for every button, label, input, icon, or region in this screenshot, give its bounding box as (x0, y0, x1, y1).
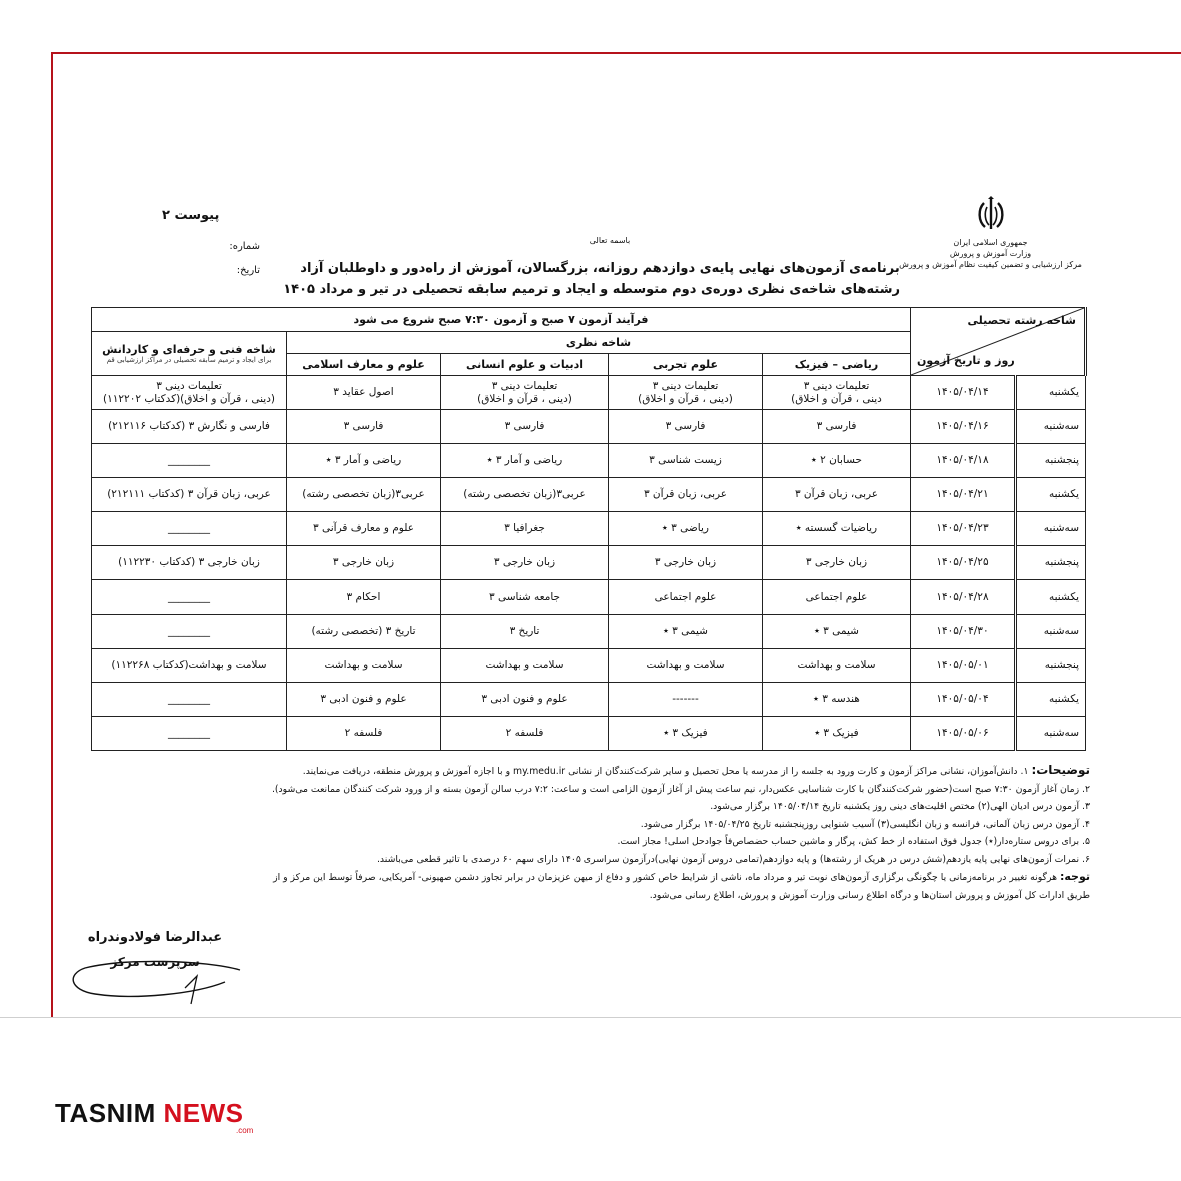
row-day: پنجشنبه (1016, 546, 1086, 580)
cell-vocational: ________ (92, 444, 287, 478)
cell-vocational: ________ (92, 580, 287, 614)
col-math-physics: ریاضی – فیزیک (763, 354, 911, 376)
process-note: فرآیند آزمون ۷ صبح و آزمون ۷:۳۰ صبح شروع می شود (92, 308, 911, 332)
warning-line-1 (80, 868, 1090, 887)
frame-bottom-line (0, 1017, 1181, 1018)
table-row (92, 580, 1086, 614)
note-item-6: ۶. نمرات آزمون‌های نهایی پایه یازدهم(شش درس در هریک از رشته‌ها) و پایه دوازدهم(تمامی دروس آزمون نهایی)درآزمون سراسری ۱۴۰۵ دارای سهم ۶۰ درصدی با تاثیر قطعی می‌باشند. (376, 853, 1090, 865)
theory-branch-header: شاخه نظری (287, 332, 911, 354)
cell-math-physics: حسابان ۲ ٭ (763, 444, 911, 478)
cell-experimental: فارسی ۳ (609, 410, 763, 444)
warning-label: توجه: (1059, 870, 1090, 883)
cell-humanities: سلامت و بهداشت (441, 648, 609, 682)
cell-math-physics: ریاضیات گسسته ٭ (763, 512, 911, 546)
cell-vocational: زبان خارجی ۳ (کدکتاب ۱۱۲۲۳۰) (92, 546, 287, 580)
row-day: سه‌شنبه (1016, 512, 1086, 546)
cell-humanities: علوم و فنون ادبی ۳ (441, 682, 609, 716)
attachment-label: پیوست ۲ (162, 208, 220, 223)
cell-vocational: فارسی و نگارش ۳ (کدکتاب ۲۱۲۱۱۶) (92, 410, 287, 444)
row-day: یکشنبه (1016, 580, 1086, 614)
cell-islamic: فلسفه ۲ (287, 716, 441, 750)
cell-islamic: علوم و معارف قرآنی ۳ (287, 512, 441, 546)
frame-top-line (52, 52, 1181, 54)
vocational-branch-title: شاخه فنی و حرفه‌ای و کاردانش (102, 342, 276, 356)
cell-vocational: تعلیمات دینی ۳ (دینی ، قرآن و اخلاق)(کدکتاب ۱۱۲۲۰۲) (92, 376, 287, 410)
col-islamic: علوم و معارف اسلامی (287, 354, 441, 376)
cell-humanities: جغرافیا ۳ (441, 512, 609, 546)
letterhead (878, 195, 1103, 270)
document-title (283, 258, 900, 300)
note-item-4: ۴. آزمون درس زبان آلمانی، فرانسه و زبان انگلیسی(۳) آسیب شنوایی روزپنجشنبه تاریخ ۱۴۰۵/۰۴/۲۵ برگزار می‌شود. (640, 818, 1090, 830)
note-item-5: ۵. برای دروس ستاره‌دار(٭) جدول فوق استفاده از خط کش، پرگار و ماشین حساب حضصاص‌فاً جوادحل اسلی! مجاز است. (617, 836, 1090, 847)
cell-math-physics: تعلیمات دینی ۳ دینی ، قرآن و اخلاق) (763, 376, 911, 410)
warning-text-1: هرگونه تغییر در برنامه‌زمانی یا چگونگی برگزاری آزمون‌های نوبت تیر و مرداد ماه، ناشی از شرایط خاص کشور و دفاع از میهن عزیزمان در برابر تجاوز دشمن صهیونی- آمریکایی، صرفاً توسط این مرکز و از (273, 872, 1057, 883)
cell-experimental: علوم اجتماعی (609, 580, 763, 614)
cell-humanities: تاریخ ۳ (441, 614, 609, 648)
cell-experimental: ------- (609, 682, 763, 716)
cell-islamic: احکام ۳ (287, 580, 441, 614)
cell-islamic: عربی۳(زبان تخصصی رشته) (287, 478, 441, 512)
cell-humanities: فلسفه ۲ (441, 716, 609, 750)
cell-math-physics: هندسه ۳ ٭ (763, 682, 911, 716)
cell-math-physics: فیزیک ۳ ٭ (763, 716, 911, 750)
cell-math-physics: عربی، زبان قرآن ۳ (763, 478, 911, 512)
letterhead-country: جمهوری اسلامی ایران (953, 238, 1028, 247)
vocational-branch-sub: برای ایجاد و ترمیم سابقه تحصیلی در مراکز ارزشیابی قم (106, 355, 272, 364)
table-row (92, 512, 1086, 546)
row-day: یکشنبه (1016, 682, 1086, 716)
row-day: یکشنبه (1016, 478, 1086, 512)
cell-vocational: ________ (92, 716, 287, 750)
title-line-1: برنامه‌ی آزمون‌های نهایی پایه‌ی دوازدهم روزانه، بزرگسالان، آموزش از راه‌دور و داوطلبان آزاد (300, 261, 900, 276)
cell-math-physics: علوم اجتماعی (763, 580, 911, 614)
note-text-1: ۱. دانش‌آموزان، نشانی مراکز آزمون و کارت ورود به جلسه را از مدرسه یا محل تحصیل و سایر شرکت‌کنندگان از نشانی my.medu.ir و با اجازه آموزش و پرورش منطقه، دریافت می‌نمایند. (302, 766, 1029, 777)
exam-schedule-table (91, 307, 1087, 751)
cell-experimental: ریاضی ۳ ٭ (609, 512, 763, 546)
notes-section (80, 762, 1090, 904)
cell-vocational: سلامت و بهداشت(کدکتاب ۱۱۲۲۶۸) (92, 648, 287, 682)
row-date: ۱۴۰۵/۰۴/۲۱ (911, 478, 1016, 512)
cell-experimental: فیزیک ۳ ٭ (609, 716, 763, 750)
row-date: ۱۴۰۵/۰۵/۰۶ (911, 716, 1016, 750)
cell-experimental: تعلیمات دینی ۳ (دینی ، قرآن و اخلاق) (609, 376, 763, 410)
table-row (92, 376, 1086, 410)
date-field: تاریخ: (236, 265, 260, 276)
row-day: پنجشنبه (1016, 648, 1086, 682)
cell-islamic: تاریخ ۳ (تخصصی رشته) (287, 614, 441, 648)
cell-humanities: عربی۳(زبان تخصصی رشته) (441, 478, 609, 512)
cell-humanities: تعلیمات دینی ۳ (دینی ، قرآن و اخلاق) (441, 376, 609, 410)
notes-label: توضیحات: (1031, 763, 1090, 777)
cell-humanities: زبان خارجی ۳ (441, 546, 609, 580)
cell-humanities: فارسی ۳ (441, 410, 609, 444)
cell-math-physics: شیمی ۳ ٭ (763, 614, 911, 648)
row-date: ۱۴۰۵/۰۴/۱۴ (911, 376, 1016, 410)
row-day: سه‌شنبه (1016, 410, 1086, 444)
row-date: ۱۴۰۵/۰۴/۱۶ (911, 410, 1016, 444)
table-row (92, 614, 1086, 648)
cell-islamic: ریاضی و آمار ۳ ٭ (287, 444, 441, 478)
table-row (92, 682, 1086, 716)
letterhead-center: مرکز ارزشیابی و تضمین کیفیت نظام آموزش و پرورش (899, 260, 1082, 269)
warning-line-2: طریق ادارات کل آموزش و پرورش استان‌ها و درگاه اطلاع رسانی وزارت آموزش و پرورش، اطلاع رسانی می‌شود. (649, 889, 1090, 901)
col-humanities: ادبیات و علوم انسانی (441, 354, 609, 376)
number-field: شماره: (229, 241, 260, 252)
table-row (92, 478, 1086, 512)
note-item-1 (80, 762, 1090, 781)
cell-islamic: سلامت و بهداشت (287, 648, 441, 682)
cell-experimental: زبان خارجی ۳ (609, 546, 763, 580)
logo-part-tasnim: TASNIM (55, 1098, 156, 1128)
row-date: ۱۴۰۵/۰۴/۲۸ (911, 580, 1016, 614)
row-date: ۱۴۰۵/۰۴/۱۸ (911, 444, 1016, 478)
table-row (92, 648, 1086, 682)
row-date: ۱۴۰۵/۰۴/۲۵ (911, 546, 1016, 580)
cell-experimental: عربی، زبان قرآن ۳ (609, 478, 763, 512)
cell-islamic: اصول عقاید ۳ (287, 376, 441, 410)
table-row (92, 716, 1086, 750)
table-row (92, 444, 1086, 478)
title-line-2: رشته‌های شاخه‌ی نظری دوره‌ی دوم متوسطه و ایجاد و ترمیم سابقه تحصیلی در تیر و مرداد ۱۴۰۵ (283, 282, 900, 297)
table-row (92, 410, 1086, 444)
logo-part-news: NEWS (155, 1098, 244, 1128)
cell-math-physics: فارسی ۳ (763, 410, 911, 444)
logo-domain: .com (236, 1126, 254, 1135)
row-date: ۱۴۰۵/۰۵/۰۴ (911, 682, 1016, 716)
col-experimental: علوم تجربی (609, 354, 763, 376)
cell-vocational: عربی، زبان قرآن ۳ (کدکتاب ۲۱۲۱۱۱) (92, 478, 287, 512)
cell-humanities: ریاضی و آمار ۳ ٭ (441, 444, 609, 478)
row-date: ۱۴۰۵/۰۵/۰۱ (911, 648, 1016, 682)
schedule-body (92, 376, 1086, 751)
corner-branch-label: شاخه رشته تحصیلی (967, 314, 1076, 327)
row-day: سه‌شنبه (1016, 614, 1086, 648)
letterhead-ministry: وزارت آموزش و پرورش (949, 249, 1032, 258)
signatory-title: سرپرست مرکز (110, 955, 200, 969)
cell-experimental: زیست شناسی ۳ (609, 444, 763, 478)
note-item-3: ۳. آزمون درس ادیان الهی(۲) مختص اقلیت‌های دینی روز یکشنبه تاریخ ۱۴۰۵/۰۴/۱۴ برگزار می‌شود. (710, 801, 1090, 812)
row-date: ۱۴۰۵/۰۴/۲۳ (911, 512, 1016, 546)
document-meta (140, 208, 300, 283)
handwritten-signature-icon (65, 948, 245, 1008)
cell-math-physics: زبان خارجی ۳ (763, 546, 911, 580)
iran-emblem-icon (973, 195, 1009, 235)
cell-vocational: ________ (92, 614, 287, 648)
row-day: سه‌شنبه (1016, 716, 1086, 750)
cell-humanities: جامعه شناسی ۳ (441, 580, 609, 614)
row-day: پنجشنبه (1016, 444, 1086, 478)
cell-experimental: شیمی ۳ ٭ (609, 614, 763, 648)
bismillah: باسمه تعالی (589, 236, 631, 245)
signature-block (65, 930, 245, 1005)
cell-islamic: زبان خارجی ۳ (287, 546, 441, 580)
cell-experimental: سلامت و بهداشت (609, 648, 763, 682)
cell-math-physics: سلامت و بهداشت (763, 648, 911, 682)
cell-vocational: ________ (92, 512, 287, 546)
cell-islamic: فارسی ۳ (287, 410, 441, 444)
note-item-2: ۲. زمان آغاز آزمون ۷:۳۰ صبح است(حضور شرکت‌کنندگان با کارت شناسایی عکس‌دار، نیم ساعت پیش از آغاز آزمون الزامی است و ساعت: ۷:۲ درب سالن آزمون بسته و از ورود شرکت کنندگان ممانعت می‌شود). (271, 783, 1090, 795)
row-day: یکشنبه (1016, 376, 1086, 410)
row-date: ۱۴۰۵/۰۴/۳۰ (911, 614, 1016, 648)
cell-vocational: ________ (92, 682, 287, 716)
vocational-branch-header (92, 332, 287, 376)
cell-islamic: علوم و فنون ادبی ۳ (287, 682, 441, 716)
corner-day-label: روز و تاریخ آزمون (917, 354, 1015, 367)
table-row (92, 546, 1086, 580)
tasnim-news-logo (55, 1098, 243, 1129)
corner-header-cell (911, 308, 1086, 376)
signatory-name: عبدالرضا فولادوندراه (87, 930, 223, 945)
frame-left-line (51, 52, 53, 1017)
